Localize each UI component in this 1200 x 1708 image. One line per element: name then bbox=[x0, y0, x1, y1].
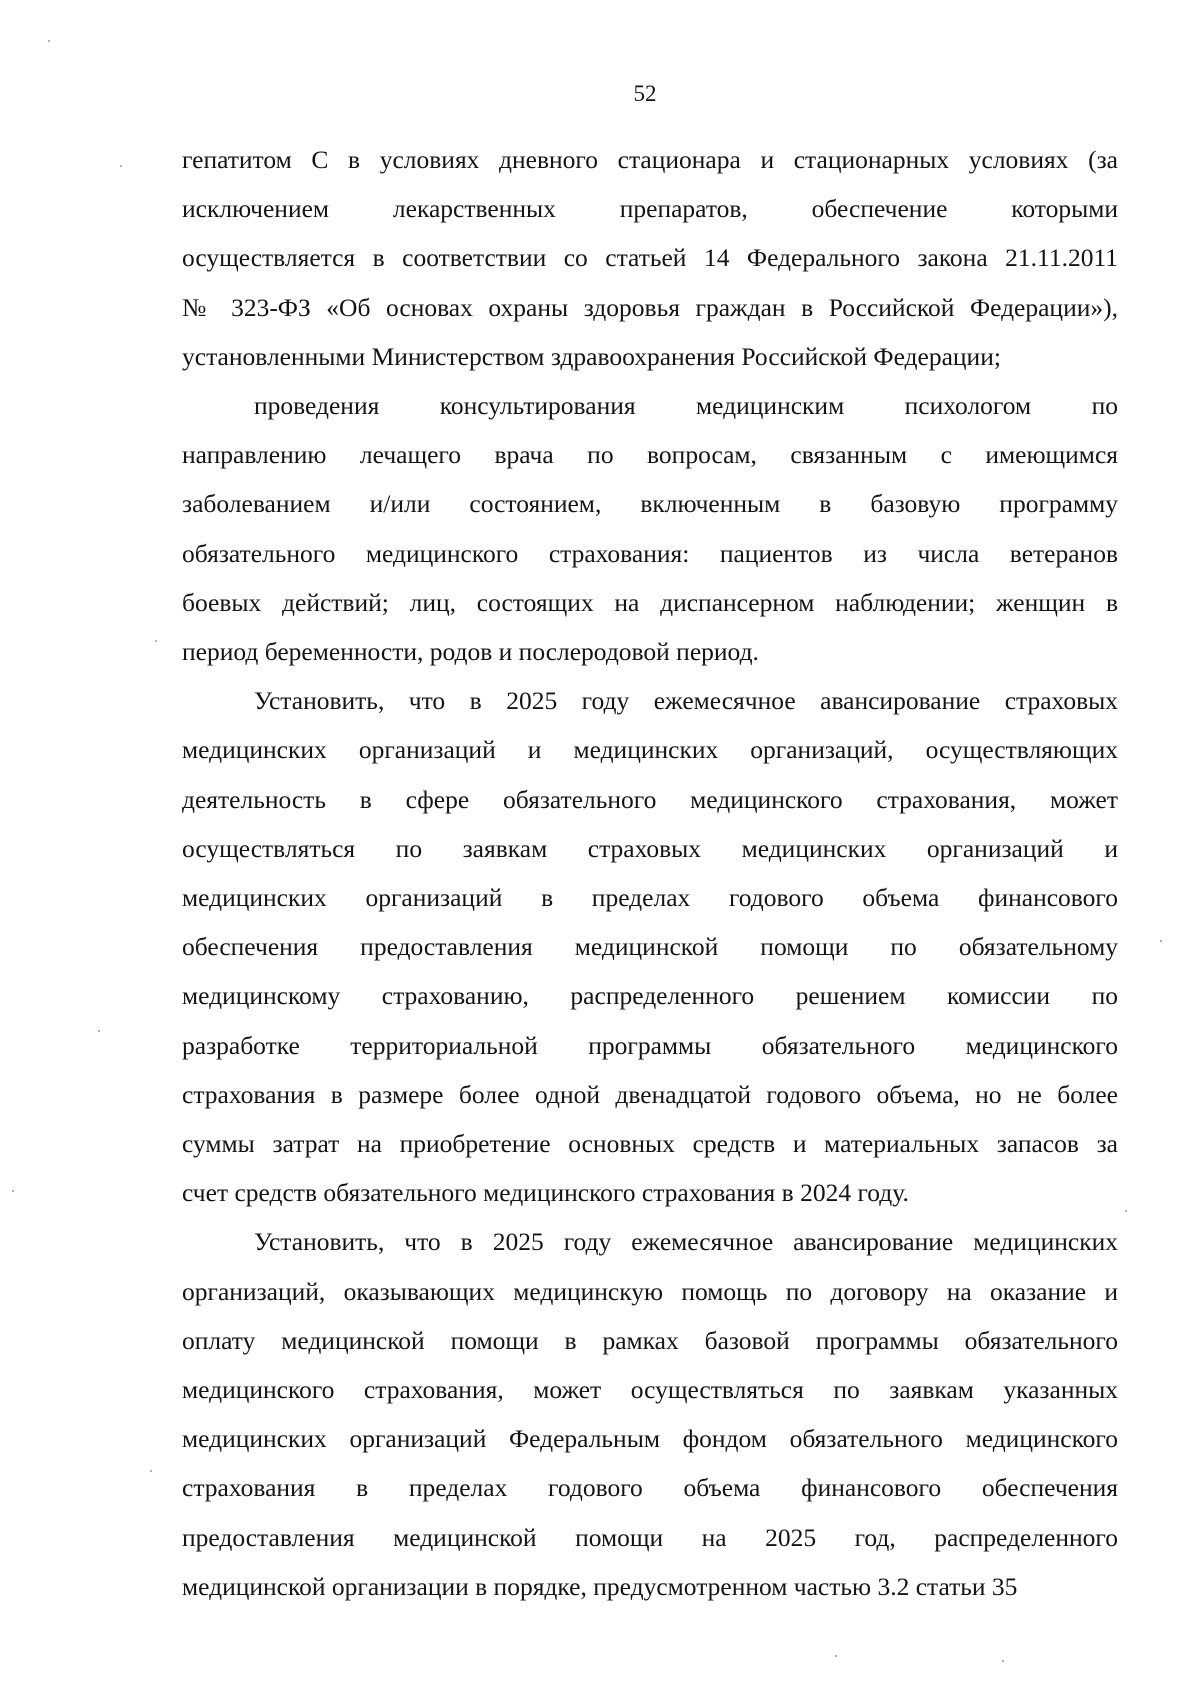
text-line: счет средств обязательного медицинского страхования в 2024 году. bbox=[182, 1178, 909, 1208]
paragraph bbox=[182, 381, 1118, 676]
text-line: направлению лечащего врача по вопросам, связанным с имеющимся bbox=[182, 440, 1118, 470]
page-number: 52 bbox=[633, 81, 657, 106]
paragraph bbox=[182, 135, 1118, 381]
text-line: установленными Министерством здравоохранения Российской Федерации; bbox=[182, 341, 1001, 371]
text-line: исключением лекарственных препаратов, обеспечение которыми bbox=[182, 194, 1118, 224]
text-line: осуществляться по заявкам страховых медицинских организаций и bbox=[182, 833, 1118, 863]
text-line: обязательного медицинского страхования: пациентов из числа ветеранов bbox=[182, 538, 1118, 568]
scan-speck bbox=[835, 1655, 837, 1657]
text-line: осуществляется в соответствии со статьей 14 Федерального закона 21.11.2011 bbox=[182, 243, 1118, 273]
text-line: медицинской организации в порядке, предусмотренном частью 3.2 статьи 35 bbox=[182, 1571, 1018, 1601]
text-line: боевых действий; лиц, состоящих на диспансерном наблюдении; женщин в bbox=[182, 587, 1118, 617]
text-line: суммы затрат на приобретение основных средств и материальных запасов за bbox=[182, 1129, 1118, 1159]
text-line: № 323-ФЗ «Об основах охраны здоровья граждан в Российской Федерации»), bbox=[182, 292, 1118, 322]
text-line: медицинских организаций Федеральным фондом обязательного медицинского bbox=[182, 1424, 1118, 1454]
scan-speck bbox=[155, 640, 157, 642]
text-line: страхования в пределах годового объема финансового обеспечения bbox=[182, 1473, 1118, 1503]
scan-speck bbox=[98, 1030, 100, 1032]
text-line: организаций, оказывающих медицинскую помощь по договору на оказание и bbox=[182, 1276, 1118, 1306]
text-line: проведения консультирования медицинским психологом по bbox=[254, 391, 1118, 421]
text-line: оплату медицинской помощи в рамках базовой программы обязательного bbox=[182, 1325, 1118, 1355]
scan-speck bbox=[48, 40, 50, 42]
scan-speck bbox=[1125, 1210, 1127, 1212]
text-line: медицинских организаций и медицинских организаций, осуществляющих bbox=[182, 735, 1118, 765]
text-line: страхования в размере более одной двенадцатой годового объема, но не более bbox=[182, 1079, 1118, 1109]
text-line: предоставления медицинской помощи на 2025 год, распределенного bbox=[182, 1522, 1118, 1552]
text-line: Установить, что в 2025 году ежемесячное авансирование медицинских bbox=[254, 1227, 1118, 1257]
text-line: Установить, что в 2025 году ежемесячное авансирование страховых bbox=[254, 686, 1118, 716]
text-line: деятельность в сфере обязательного медицинского страхования, может bbox=[182, 784, 1118, 814]
scan-speck bbox=[1002, 1660, 1004, 1662]
scan-speck bbox=[120, 165, 122, 167]
text-line: период беременности, родов и послеродовой период. bbox=[182, 637, 759, 667]
scan-speck bbox=[12, 1190, 14, 1192]
paragraph bbox=[182, 1217, 1118, 1611]
text-line: обеспечения предоставления медицинской помощи по обязательному bbox=[182, 932, 1118, 962]
scan-speck bbox=[150, 1470, 152, 1472]
text-line: разработке территориальной программы обязательного медицинского bbox=[182, 1030, 1118, 1060]
text-line: медицинского страхования, может осуществляться по заявкам указанных bbox=[182, 1375, 1118, 1405]
text-line: заболеванием и/или состоянием, включенным в базовую программу bbox=[182, 489, 1118, 519]
document-body bbox=[182, 135, 1118, 1611]
text-line: медицинских организаций в пределах годового объема финансового bbox=[182, 883, 1118, 913]
scan-speck bbox=[1160, 940, 1162, 942]
text-line: гепатитом С в условиях дневного стационара и стационарных условиях (за bbox=[182, 145, 1118, 174]
paragraph bbox=[182, 676, 1118, 1217]
text-line: медицинскому страхованию, распределенного решением комиссии по bbox=[182, 981, 1118, 1011]
